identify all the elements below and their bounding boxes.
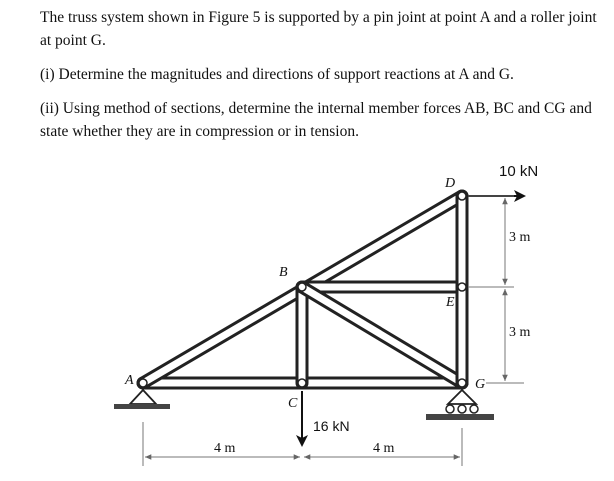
pin-support-a — [114, 390, 170, 409]
node-label-g: G — [475, 377, 486, 392]
load-arrow-16kn — [296, 391, 308, 447]
vertical-dimension — [468, 196, 524, 383]
joint-g — [458, 379, 466, 387]
node-label-a: A — [125, 373, 134, 388]
dim-label-height-lower: 3 m — [509, 325, 531, 340]
joint-c — [298, 379, 306, 387]
joint-b — [298, 283, 306, 291]
question-part-2: (ii) Using method of sections, determine the internal member forces AB, BC and CG and state whether they are in compression or in tension. — [40, 100, 592, 140]
problem-statement: The truss system shown in Figure 5 is supported by a pin joint at point A and a roller joint at point G. — [40, 9, 597, 49]
dim-label-height-upper: 3 m — [509, 230, 531, 245]
joint-e — [458, 283, 466, 291]
node-label-c: C — [288, 396, 298, 411]
node-label-d: D — [445, 176, 456, 191]
node-label-b: B — [279, 265, 288, 280]
load-label-16kn: 16 kN — [313, 418, 350, 434]
joint-a — [139, 379, 147, 387]
joint-d — [458, 192, 466, 200]
dim-label-span-left: 4 m — [214, 441, 236, 456]
dim-label-span-right: 4 m — [373, 441, 395, 456]
member-bg — [302, 287, 462, 383]
load-label-10kn: 10 kN — [499, 163, 539, 180]
question-part-1: (i) Determine the magnitudes and directions of support reactions at A and G. — [40, 66, 514, 83]
node-label-e: E — [446, 295, 455, 310]
roller-support-g — [426, 390, 494, 420]
